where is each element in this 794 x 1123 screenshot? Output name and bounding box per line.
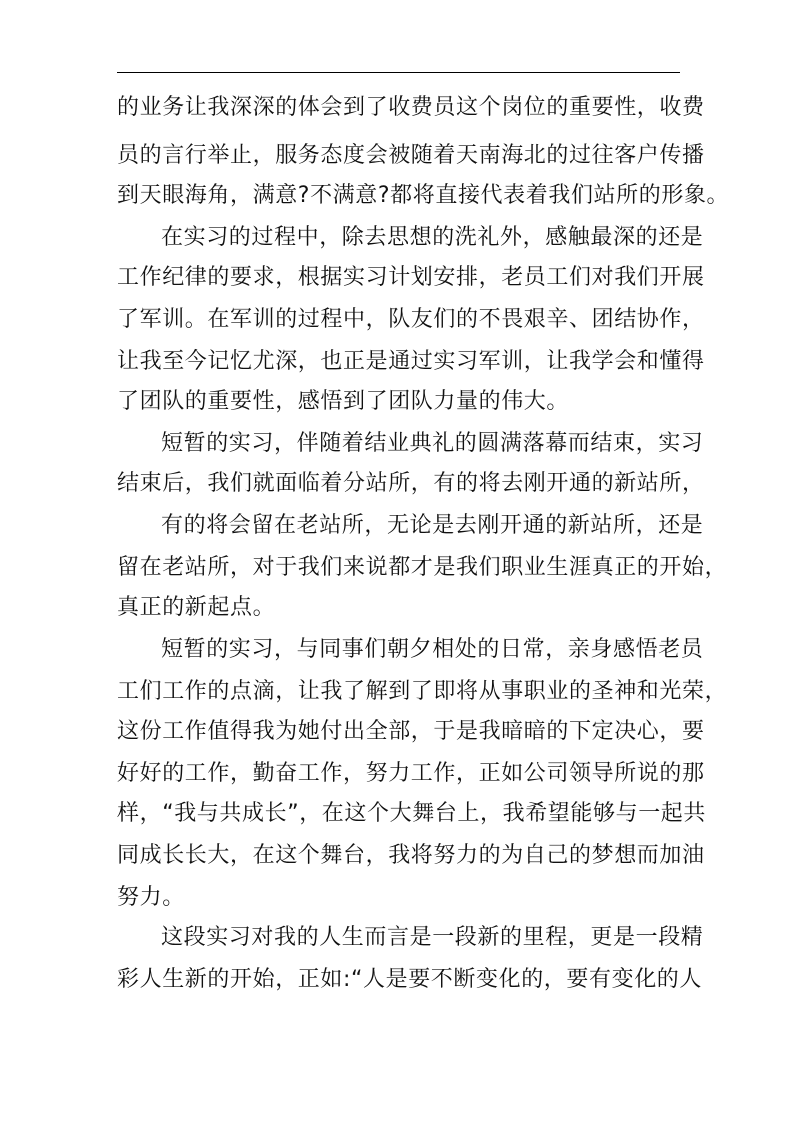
text-line: 努力。 (117, 885, 185, 910)
header-rule (117, 72, 680, 73)
text-line: 真正的新起点。 (117, 595, 276, 620)
text-line: 结束后，我们就面临着分站所，有的将去刚开通的新站所， (117, 471, 705, 496)
text-line: 同成长长大，在这个舞台，我将努力的为自己的梦想而加油 (117, 843, 705, 868)
text-line: 工作纪律的要求，根据实习计划安排，老员工们对我们开展 (117, 265, 705, 290)
text-line-paragraph-start: 短暂的实习，伴随着结业典礼的圆满落幕而结束，实习 (161, 431, 704, 456)
text-line: 留在老站所，对于我们来说都才是我们职业生涯真正的开始， (117, 555, 728, 580)
text-line-paragraph-start: 短暂的实习，与同事们朝夕相处的日常，亲身感悟老员 (161, 637, 704, 662)
text-line: 这份工作值得我为她付出全部，于是我暗暗的下定决心，要 (117, 719, 705, 744)
text-line: 工们工作的点滴，让我了解到了即将从事职业的圣神和光荣， (117, 679, 728, 704)
text-line: 员的言行举止，服务态度会被随着天南海北的过往客户传播 (117, 143, 705, 168)
text-line: 彩人生新的开始，正如:“人是要不断变化的，要有变化的人 (117, 967, 703, 992)
text-line: 的业务让我深深的体会到了收费员这个岗位的重要性，收费 (117, 95, 705, 120)
text-line-paragraph-start: 有的将会留在老站所，无论是去刚开通的新站所，还是 (161, 513, 704, 538)
text-line: 好好的工作，勤奋工作，努力工作，正如公司领导所说的那 (117, 761, 705, 786)
text-line-paragraph-start: 这段实习对我的人生而言是一段新的里程，更是一段精 (161, 925, 704, 950)
text-line-paragraph-start: 在实习的过程中，除去思想的洗礼外，感触最深的还是 (161, 225, 704, 250)
text-line: 了团队的重要性，感悟到了团队力量的伟大。 (117, 389, 570, 414)
text-line: 到天眼海角，满意?不满意?都将直接代表着我们站所的形象。 (117, 183, 730, 208)
text-line: 让我至今记忆尤深，也正是通过实习军训，让我学会和懂得 (117, 349, 705, 374)
text-line: 样，“我与共成长”，在这个大舞台上，我希望能够与一起共 (117, 801, 706, 826)
text-line: 了军训。在军训的过程中，队友们的不畏艰辛、团结协作， (117, 307, 705, 332)
